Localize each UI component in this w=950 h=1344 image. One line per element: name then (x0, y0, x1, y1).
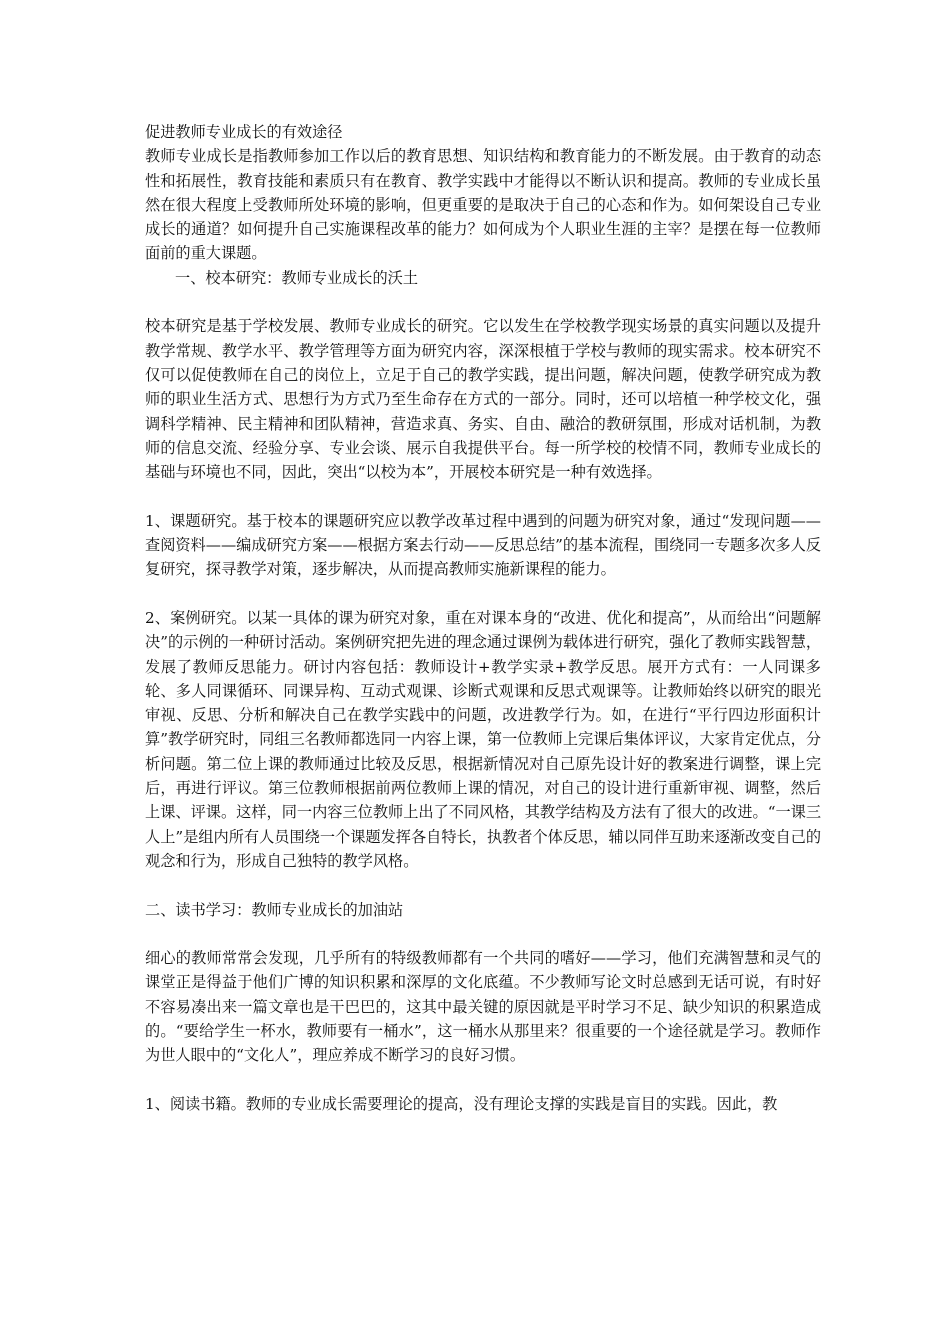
topic-research-paragraph: 1、课题研究。基于校本的课题研究应以教学改革过程中遇到的问题为研究对象，通过“发现问题——查阅资料——编成研究方案——根据方案去行动——反思总结”的基本流程，围绕同一专题多次多人反复研究，探寻教学对策，逐步解决，从而提高教师实施新课程的能力。 (145, 511, 822, 579)
blank-line (145, 582, 821, 606)
blank-line (145, 484, 821, 508)
document-title: 促进教师专业成长的有效途径 (145, 123, 343, 141)
blank-line (145, 1068, 821, 1092)
read-books-paragraph: 1、阅读书籍。教师的专业成长需要理论的提高，没有理论支撑的实践是盲目的实践。因此，教 (145, 1094, 778, 1113)
intro-paragraph: 教师专业成长是指教师参加工作以后的教育思想、知识结构和教育能力的不断发展。由于教育的动态性和拓展性，教育技能和素质只有在教育、教学实践中才能得以不断认识和提高。教师的专业成长虽然在很大程度上受教师所处环境的影响，但更重要的是取决于自己的心态和作为。如何架设自己专业成长的通道？如何提升自己实施课程改革的能力？如何成为个人职业生涯的主宰？是摆在每一位教师面前的重大课题。 (145, 147, 821, 263)
reading-paragraph: 细心的教师常常会发现，几乎所有的特级教师都有一个共同的嗜好——学习，他们充满智慧和灵气的课堂正是得益于他们广博的知识积累和深厚的文化底蕴。不少教师写论文时总感到无话可说，有时好不容易凑出来一篇文章也是干巴巴的，这其中最关键的原因就是平时学习不足、缺少知识的积累造成的。“要给学生一杯水，教师要有一桶水”，这一桶水从那里来？很重要的一个途径就是学习。教师作为世人眼中的“文化人”，理应养成不断学习的良好习惯。 (145, 949, 821, 1065)
section-heading-reading: 二、读书学习：教师专业成长的加油站 (145, 900, 404, 919)
section-heading-school-research: 一、校本研究：教师专业成长的沃土 (175, 268, 418, 287)
blank-line (145, 922, 821, 946)
document-page (145, 120, 821, 1116)
blank-line (145, 873, 821, 897)
blank-line (145, 290, 821, 314)
school-research-paragraph: 校本研究是基于学校发展、教师专业成长的研究。它以发生在学校教学现实场景的真实问题以及提升教学常规、教学水平、教学管理等方面为研究内容，深深根植于学校与教师的现实需求。校本研究不仅可以促使教师在自己的岗位上，立足于自己的教学实践，提出问题，解决问题，使教学研究成为教师的职业生活方式、思想行为方式乃至生命存在方式的一部分。同时，还可以培植一种学校文化，强调科学精神、民主精神和团队精神，营造求真、务实、自由、融洽的教研氛围，形成对话机制，为教师的信息交流、经验分享、专业会谈、展示自我提供平台。每一所学校的校情不同，教师专业成长的基础与环境也不同，因此，突出“以校为本”，开展校本研究是一种有效选择。 (145, 317, 821, 482)
case-research-paragraph: 2、案例研究。以某一具体的课为研究对象，重在对课本身的“改进、优化和提高”，从而给出“问题解决”的示例的一种研讨活动。案例研究把先进的理念通过课例为载体进行研究，强化了教师实践智慧，发展了教师反思能力。研讨内容包括：教师设计+教学实录+教学反思。展开方式有：一人同课多轮、多人同课循环、同课异构、互动式观课、诊断式观课和反思式观课等。让教师始终以研究的眼光审视、反思、分析和解决自己在教学实践中的问题，改进教学行为。如，在进行“平行四边形面积计算”教学研究时，同组三名教师都选同一内容上课，第一位教师上完课后集体评议，大家肯定优点，分析问题。第二位上课的教师通过比较及反思，根据新情况对自己原先设计好的教案进行调整，课上完后，再进行评议。第三位教师根据前两位教师上课的情况，对自己的设计进行重新审视、调整，然后上课、评课。这样，同一内容三位教师上出了不同风格，其教学结构及方法有了很大的改进。“一课三人上”是组内所有人员围绕一个课题发挥各自特长，执教者个体反思，辅以同伴互助来逐渐改变自己的观念和行为，形成自己独特的教学风格。 (145, 608, 822, 870)
